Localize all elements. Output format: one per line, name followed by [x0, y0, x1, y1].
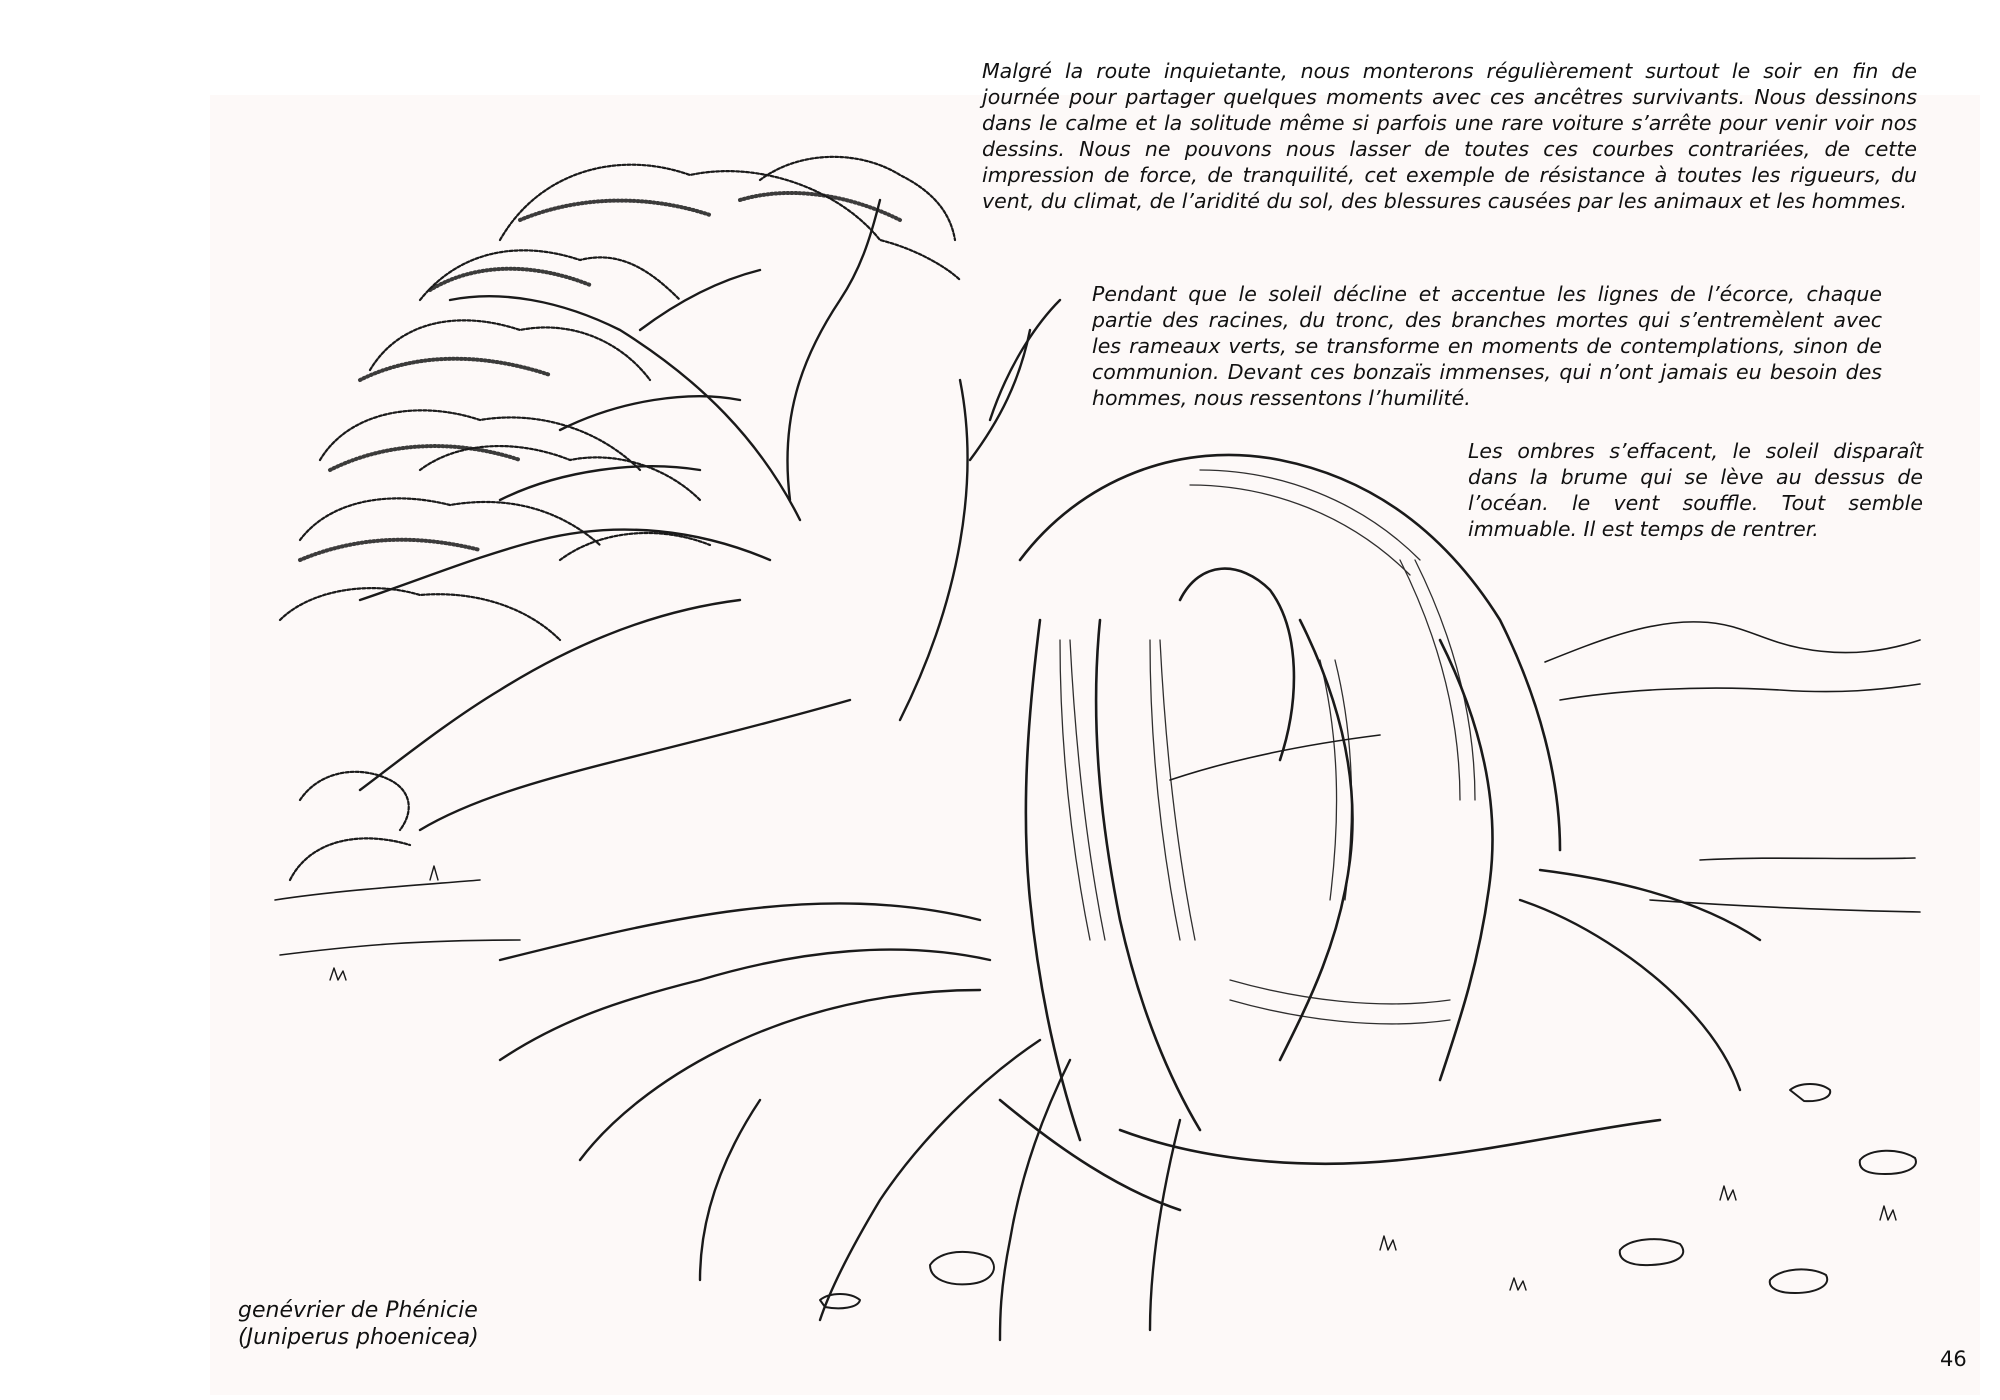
illustration-caption: [238, 1297, 479, 1351]
caption-latin-name: (Juniperus phoenicea): [238, 1325, 479, 1350]
caption-common-name: genévrier de Phénicie: [238, 1298, 478, 1323]
bark-texture: [1060, 470, 1475, 1024]
text-paragraph-3: Les ombres s’effacent, le soleil disparaît dans la brume qui se lève au dessus de l’océan. le vent souffle. Tout semble immuable. Il est temps de rentrer.: [1468, 439, 1923, 541]
tree-roots: [500, 870, 1760, 1340]
tree-trunk: [1000, 455, 1660, 1210]
tree-branches: [360, 200, 1060, 830]
grass-tufts: [330, 866, 1896, 1290]
text-paragraph-2: Pendant que le soleil décline et accentue les lignes de l’écorce, chaque partie des racines, du tronc, des branches mortes qui s’entremèlent avec les rameaux verts, se transforme en moments de contemplations, sinon de communion. Devant ces bonzaïs immenses, qui n’ont jamais eu besoin des hommes, nous ressentons l’humilité.: [1092, 282, 1882, 410]
foliage-dense: [300, 193, 900, 560]
text-paragraph-1: Malgré la route inquietante, nous monterons régulièrement surtout le soir en fin de journée pour partager quelques moments avec ces ancêtres survivants. Nous dessinons dans le calme et la solitude même si parfois une rare voiture s’arrête pour venir voir nos dessins. Nous ne pouvons nous lasser de toutes ces courbes contrariées, de cette impression de force, de tranquilité, cet exemple de résistance à toutes les rigueurs, du vent, du climat, de l’aridité du sol, des blessures causées par les animaux et les hommes.: [982, 59, 1917, 213]
ground-rocks: [820, 1084, 1916, 1308]
page-number: 46: [1940, 1347, 1967, 1371]
